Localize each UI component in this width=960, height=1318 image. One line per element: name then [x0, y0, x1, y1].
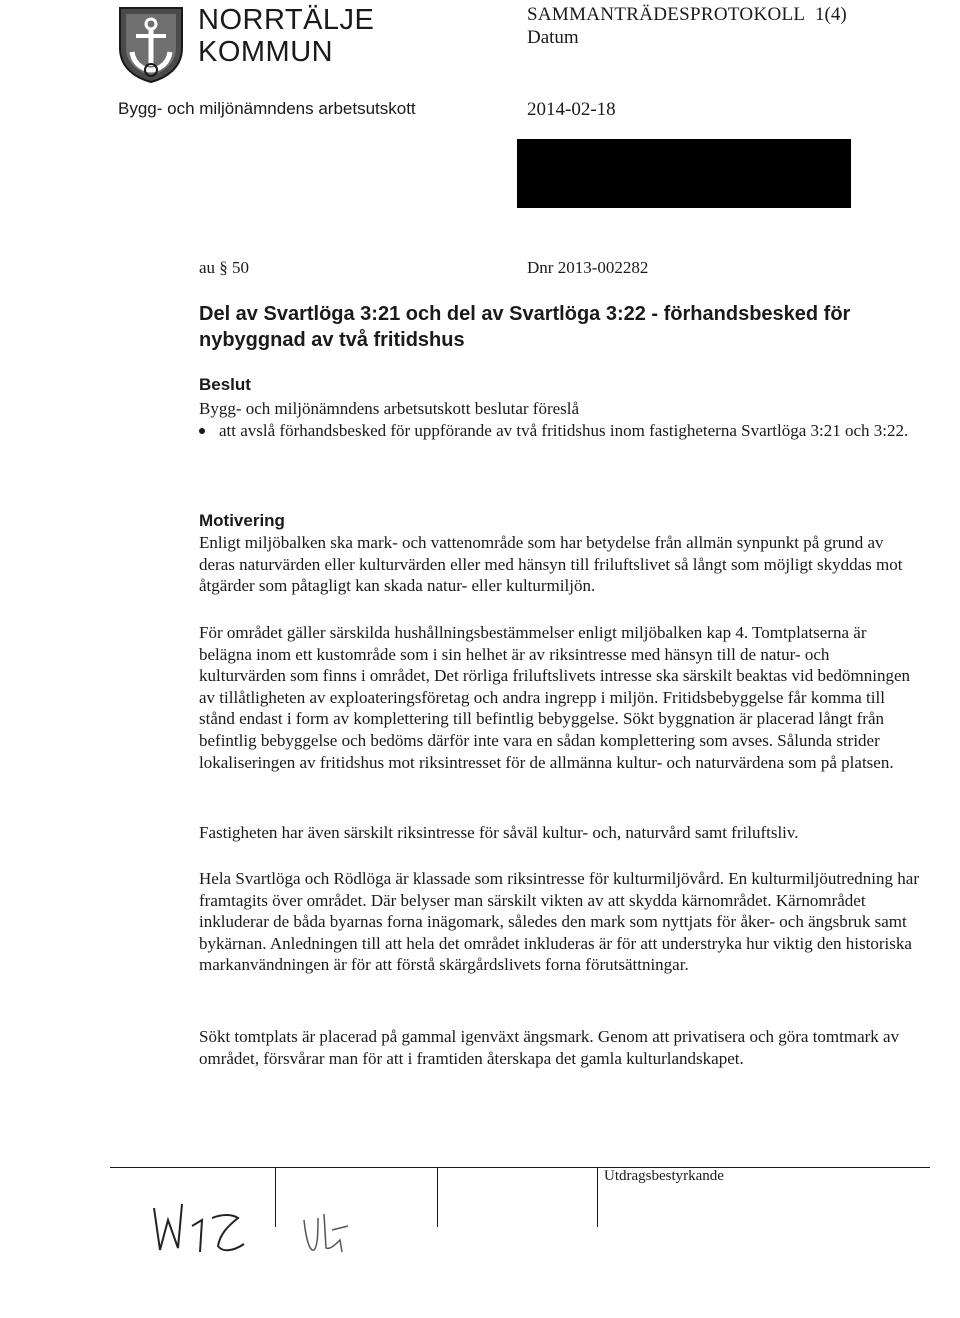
paragraph-reference: au § 50 — [199, 258, 250, 277]
case-title: Del av Svartlöga 3:21 och del av Svartlöga 3:22 - förhandsbesked för nybyggnad av två fritidshus — [199, 303, 851, 351]
document-type: SAMMANTRÄDESPROTOKOLL — [527, 4, 806, 25]
beslut-bullet-text: att avslå förhandsbesked för uppförande av två fritidshus inom fastigheterna Svartlöga 3:21 och 3:22. — [219, 421, 909, 440]
committee-name: Bygg- och miljönämndens arbetsutskott — [118, 99, 416, 118]
org-name-line2: KOMMUN — [198, 36, 334, 68]
redaction-block — [517, 139, 851, 208]
motivering-paragraph: Fastigheten har även särskilt riksintresse för såväl kultur- och, naturvård samt friluftsliv. — [199, 823, 799, 842]
footer-divider — [275, 1167, 276, 1227]
date-label: Datum — [527, 27, 579, 48]
org-name-line1: NORRTÄLJE — [198, 4, 375, 36]
motivering-paragraph: Hela Svartlöga och Rödlöga är klassade som riksintresse för kulturmiljövård. En kulturmiljöutredning har framtagits över området. Där belyser man särskilt vikten av att skydda kärnområdet. Kärnområdet inkluderar de båda byarnas forna inägomark, således den mark som nyttjats för åker- och ängsbruk samt bykärnan. Anledningen till att hela det området inkluderas är för att understryka hur viktig den historiska markanvändningen är för att förstå skärgårdslivets forna förutsättningar. — [199, 869, 919, 975]
footer-divider — [597, 1167, 598, 1227]
motivering-paragraph: Sökt tomtplats är placerad på gammal igenväxt ängsmark. Genom att privatisera och göra tomtmark av området, försvårar man för att i framtiden återskapa det gamla kulturlandskapet. — [199, 1027, 900, 1068]
footer-divider — [437, 1167, 438, 1227]
coat-of-arms-icon — [116, 4, 186, 84]
page-number: 1(4) — [815, 4, 847, 25]
beslut-bullet-item — [199, 420, 919, 464]
meeting-date: 2014-02-18 — [527, 99, 616, 120]
beslut-heading: Beslut — [199, 375, 251, 394]
case-number: Dnr 2013-002282 — [527, 258, 649, 277]
motivering-paragraph: Enligt miljöbalken ska mark- och vattenområde som har betydelse från allmän synpunkt på grund av deras naturvärden eller kulturvärden eller med hänsyn till friluftslivet så långt som möjligt skyddas mot åtgärder som påtagligt kan skada natur- eller kulturmiljön. — [199, 533, 903, 596]
signature-initials-2 — [296, 1200, 356, 1265]
footer-rule — [110, 1167, 930, 1168]
beslut-intro: Bygg- och miljönämndens arbetsutskott beslutar föreslå — [199, 399, 580, 418]
signature-initials-1 — [148, 1190, 258, 1265]
motivering-heading: Motivering — [199, 511, 285, 530]
extract-certification-label: Utdragsbestyrkande — [604, 1168, 724, 1184]
bullet-icon — [199, 428, 205, 434]
motivering-paragraph: För området gäller särskilda hushållningsbestämmelser enligt miljöbalken kap 4. Tomtplatserna är belägna inom ett kustområde som i sin helhet är av riksintresse med hänsyn till de natur- och kulturvärden som finns i området, Det rörliga friluftslivets intresse ska särskilt beaktas vid bedömningen av tillåtligheten av exploateringsföretag och andra ingrepp i miljön. Fritidsbebyggelse får komma till stånd endast i form av komplettering till befintlig bebyggelse. Sökt byggnation är placerad långt från befintlig bebyggelse och bedöms därför inte vara en sådan komplettering som avses. Sålunda strider lokaliseringen av fritidshus mot riksintresset för de allmänna kultur- och naturvärdena som på platsen. — [199, 623, 911, 772]
